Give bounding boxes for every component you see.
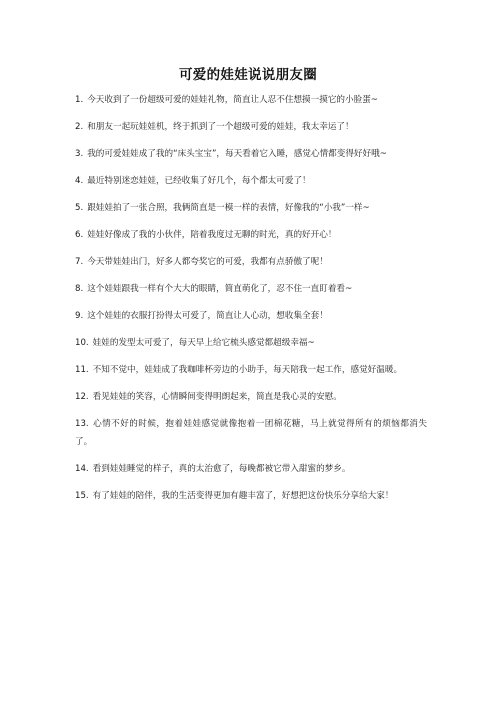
list-item — [75, 172, 427, 190]
list-item — [75, 487, 427, 505]
item-number: 4. — [75, 176, 84, 186]
item-text: 看到娃娃睡觉的样子，真的太治愈了，每晚都被它带入甜蜜的梦乡。 — [92, 464, 351, 474]
item-text: 心情不好的时候，抱着娃娃感觉就像抱着一团棉花糖，马上就觉得所有的烦恼都消失了。 — [75, 419, 427, 447]
item-text: 和朋友一起玩娃娃机，终于抓到了一个超级可爱的娃娃，我太幸运了！ — [87, 122, 354, 132]
item-text: 这个娃娃的衣服打扮得太可爱了，简直让人心动，想收集全套！ — [87, 311, 328, 321]
list-item — [75, 199, 427, 217]
item-number: 2. — [75, 122, 84, 132]
item-text: 这个娃娃跟我一样有个大大的眼睛，简直萌化了，忍不住一直盯着看~ — [87, 284, 353, 294]
item-number: 10. — [75, 338, 89, 348]
item-number: 12. — [75, 392, 89, 402]
item-number: 7. — [75, 257, 84, 267]
item-number: 13. — [75, 419, 89, 429]
item-number: 15. — [75, 491, 89, 501]
list-item — [75, 226, 427, 244]
item-number: 6. — [75, 230, 84, 240]
item-text: 娃娃好像成了我的小伙伴，陪着我度过无聊的时光，真的好开心！ — [87, 230, 337, 240]
page-title: 可爱的娃娃说说朋友圈 — [179, 67, 317, 83]
item-text: 我的可爱娃娃成了我的“床头宝宝”，每天看着它入睡，感觉心情都变得好好哦~ — [87, 149, 387, 159]
list-item — [75, 415, 427, 451]
item-number: 8. — [75, 284, 84, 294]
list-item — [75, 334, 427, 352]
post-list — [75, 91, 427, 505]
item-text: 今天带娃娃出门，好多人都夸奖它的可爱，我都有点骄傲了呢！ — [87, 257, 328, 267]
item-text: 娃娃的发型太可爱了，每天早上给它梳头感觉都超级幸福~ — [92, 338, 315, 348]
item-text: 跟娃娃拍了一张合照，我俩简直是一模一样的表情，好像我的“小我”一样~ — [87, 203, 370, 213]
item-number: 3. — [75, 149, 84, 159]
list-item — [75, 460, 427, 478]
list-item — [75, 361, 427, 379]
list-item — [75, 91, 427, 109]
item-number: 11. — [75, 365, 89, 375]
item-text: 有了娃娃的陪伴，我的生活变得更加有趣丰富了，好想把这份快乐分享给大家！ — [92, 491, 394, 501]
item-text: 今天收到了一份超级可爱的娃娃礼物，简直让人忍不住想摸一摸它的小脸蛋~ — [87, 95, 378, 105]
item-number: 1. — [75, 95, 84, 105]
item-text: 不知不觉中，娃娃成了我咖啡杯旁边的小助手，每天陪我一起工作，感觉好温暖。 — [92, 365, 403, 375]
item-number: 14. — [75, 464, 89, 474]
item-number: 5. — [75, 203, 84, 213]
list-item — [75, 307, 427, 325]
item-number: 9. — [75, 311, 84, 321]
list-item — [75, 118, 427, 136]
list-item — [75, 145, 427, 163]
list-item — [75, 388, 427, 406]
item-text: 最近特别迷恋娃娃，已经收集了好几个，每个都太可爱了！ — [87, 176, 311, 186]
list-item — [75, 280, 427, 298]
list-item — [75, 253, 427, 271]
item-text: 看见娃娃的笑容，心情瞬间变得明朗起来，简直是我心灵的安慰。 — [92, 392, 342, 402]
